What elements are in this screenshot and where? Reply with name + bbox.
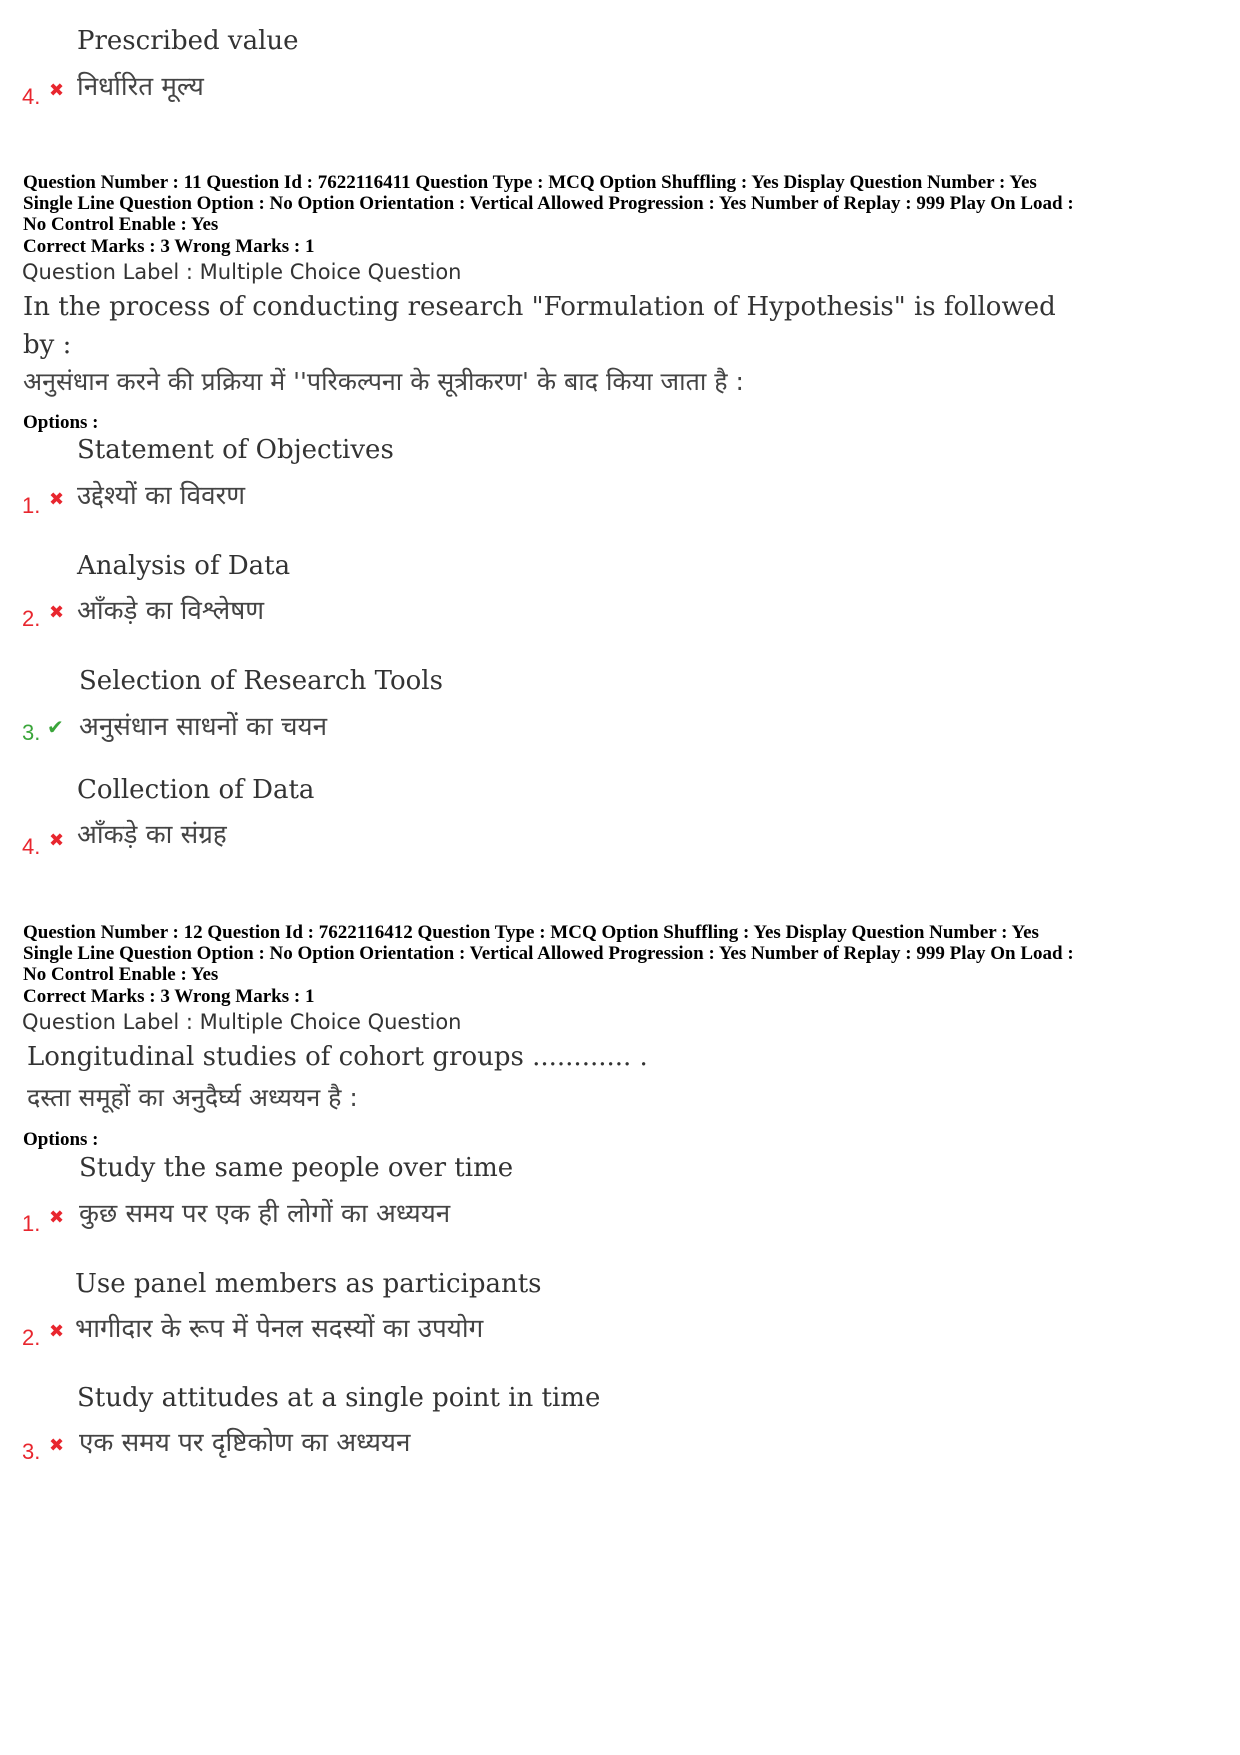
question-text-hindi: दस्ता समूहों का अनुदैर्घ्य अध्ययन है : (27, 1083, 358, 1112)
option-number: 1. (22, 493, 41, 518)
option-hindi-text: कुछ समय पर एक ही लोगों का अध्ययन (79, 1199, 451, 1229)
question-meta (23, 172, 1223, 235)
option-number: 2. (22, 606, 41, 631)
question-label: Question Label : Multiple Choice Question (22, 260, 462, 284)
cross-icon: ✖ (49, 602, 65, 623)
option-number: 3. (22, 1439, 41, 1464)
question-text-english: Longitudinal studies of cohort groups ............ . (27, 1042, 648, 1072)
question-marks: Correct Marks : 3 Wrong Marks : 1 (23, 236, 315, 257)
option-number: 4. (22, 834, 41, 859)
option-number: 2. (22, 1325, 41, 1350)
option-hindi-text: अनुसंधान साधनों का चयन (79, 712, 328, 742)
cross-icon: ✖ (49, 1321, 65, 1342)
option-english-text: Analysis of Data (77, 551, 291, 581)
meta-line: Single Line Question Option : No Option Orientation : Vertical Allowed Progression : Yes Number of Replay : 999 Play On Load : (23, 193, 1074, 214)
option-hindi-text: निर्धारित मूल्य (77, 72, 204, 102)
options-header: Options : (23, 412, 99, 433)
option-english-text: Collection of Data (77, 775, 315, 805)
question-meta (23, 922, 1223, 985)
meta-line: No Control Enable : Yes (23, 964, 219, 985)
cross-icon: ✖ (49, 1435, 65, 1456)
option-number: 3. (22, 720, 41, 745)
meta-line: Question Number : 11 Question Id : 7622116411 Question Type : MCQ Option Shuffling : Yes Display Question Number : Yes (23, 172, 1037, 193)
option-number: 4. (22, 84, 41, 109)
option-hindi-text: उद्देश्यों का विवरण (77, 481, 246, 511)
check-icon: ✔ (47, 715, 64, 739)
question-marks: Correct Marks : 3 Wrong Marks : 1 (23, 986, 315, 1007)
option-hindi-text: भागीदार के रूप में पेनल सदस्यों का उपयोग (75, 1314, 484, 1344)
option-english-text: Statement of Objectives (77, 435, 394, 465)
option-hindi-text: आँकड़े का विश्लेषण (77, 596, 265, 626)
option-hindi-text: आँकड़े का संग्रह (77, 820, 227, 850)
question-text-english: In the process of conducting research "Formulation of Hypothesis" is followed by : (23, 292, 1056, 360)
cross-icon: ✖ (49, 489, 65, 510)
options-header: Options : (23, 1129, 99, 1150)
meta-line: Single Line Question Option : No Option Orientation : Vertical Allowed Progression : Yes Number of Replay : 999 Play On Load : (23, 943, 1074, 964)
option-english-text: Study attitudes at a single point in time (77, 1383, 601, 1413)
cross-icon: ✖ (49, 830, 65, 851)
option-english-text: Use panel members as participants (75, 1269, 542, 1299)
cross-icon: ✖ (49, 80, 65, 101)
meta-line: Question Number : 12 Question Id : 7622116412 Question Type : MCQ Option Shuffling : Yes Display Question Number : Yes (23, 922, 1039, 943)
cross-icon: ✖ (49, 1207, 65, 1228)
meta-line: No Control Enable : Yes (23, 214, 219, 235)
question-text-hindi: अनुसंधान करने की प्रक्रिया में ''परिकल्पना के सूत्रीकरण' के बाद किया जाता है : (23, 367, 744, 396)
option-number: 1. (22, 1211, 41, 1236)
option-english-text: Study the same people over time (79, 1153, 514, 1183)
option-hindi-text: एक समय पर दृष्टिकोण का अध्ययन (79, 1428, 411, 1458)
option-english-text: Prescribed value (77, 26, 299, 56)
option-english-text: Selection of Research Tools (79, 666, 443, 696)
question-label: Question Label : Multiple Choice Question (22, 1010, 462, 1034)
